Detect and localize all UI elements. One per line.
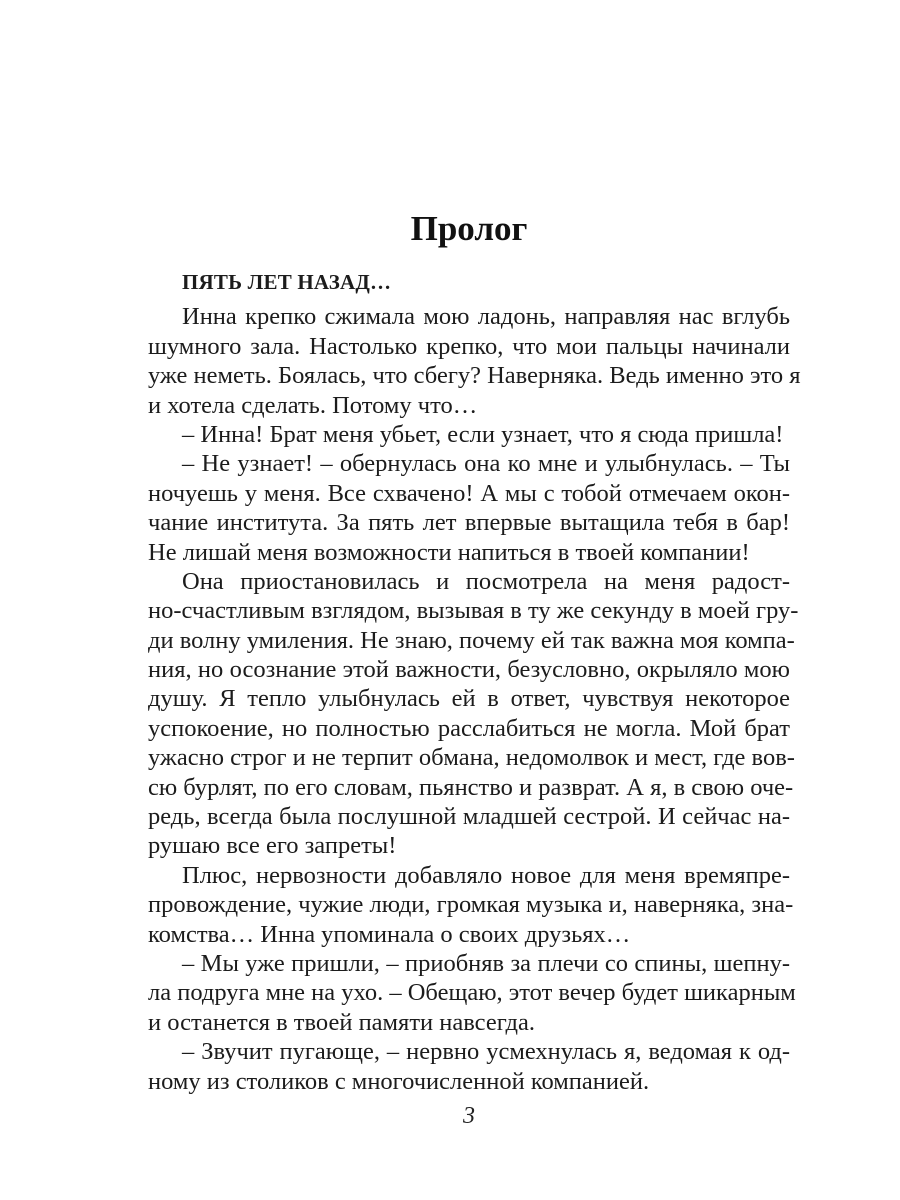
text-line: шумного зала. Настолько крепко, что мои пальцы начинали bbox=[148, 332, 790, 360]
text-line: ужасно строг и не терпит обмана, недомолвок и мест, где вов- bbox=[148, 744, 795, 772]
text-line: ному из столиков с многочисленной компанией. bbox=[148, 1067, 650, 1095]
body-text bbox=[148, 268, 801, 1096]
text-line: ночуешь у меня. Все схвачено! А мы с тобой отмечаем окон- bbox=[148, 479, 790, 507]
text-line: провождение, чужие люди, громкая музыка и, наверняка, зна- bbox=[148, 891, 794, 919]
text-line: комства… Инна упоминала о своих друзьях… bbox=[148, 920, 631, 948]
chapter-title: Пролог bbox=[410, 209, 528, 248]
text-line: чание института. За пять лет впервые вытащила тебя в бар! bbox=[148, 509, 790, 537]
text-line: Инна крепко сжимала мою ладонь, направляя нас вглубь bbox=[182, 303, 790, 331]
text-line: и останется в твоей памяти навсегда. bbox=[148, 1008, 536, 1036]
text-line: – Мы уже пришли, – приобняв за плечи со спины, шепну- bbox=[182, 949, 790, 977]
text-line: но-счастливым взглядом, вызывая в ту же секунду в моей гру- bbox=[148, 597, 799, 625]
text-line: – Не узнает! – обернулась она ко мне и улыбнулась. – Ты bbox=[182, 450, 790, 478]
text-line: Плюс, нервозности добавляло новое для меня времяпре- bbox=[182, 861, 790, 889]
text-line: рушаю все его запреты! bbox=[148, 832, 397, 860]
section-heading: ПЯТЬ ЛЕТ НАЗАД… bbox=[182, 270, 392, 294]
text-line: – Звучит пугающе, – нервно усмехнулась я, ведомая к од- bbox=[182, 1038, 790, 1066]
text-line: ла подруга мне на ухо. – Обещаю, этот вечер будет шикарным bbox=[148, 979, 796, 1007]
text-line: редь, всегда была послушной младшей сестрой. И сейчас на- bbox=[148, 803, 790, 831]
text-line: – Инна! Брат меня убьет, если узнает, что я сюда пришла! bbox=[182, 420, 784, 448]
text-line: сю бурлят, по его словам, пьянство и разврат. А я, в свою оче- bbox=[148, 773, 794, 801]
text-line: Не лишай меня возможности напиться в твоей компании! bbox=[148, 538, 750, 566]
text-line: уже неметь. Боялась, что сбегу? Наверняка. Ведь именно это я bbox=[148, 362, 801, 390]
text-line: Она приостановилась и посмотрела на меня радост- bbox=[182, 567, 790, 595]
text-line: ди волну умиления. Не знаю, почему ей так важна моя компа- bbox=[148, 626, 795, 654]
text-line: душу. Я тепло улыбнулась ей в ответ, чувствуя некоторое bbox=[148, 685, 790, 713]
page-number: 3 bbox=[463, 1103, 475, 1129]
text-line: ния, но осознание этой важности, безусловно, окрыляло мою bbox=[148, 656, 790, 684]
text-line: и хотела сделать. Потому что… bbox=[148, 391, 478, 419]
text-line: успокоение, но полностью расслабиться не могла. Мой брат bbox=[148, 714, 790, 742]
